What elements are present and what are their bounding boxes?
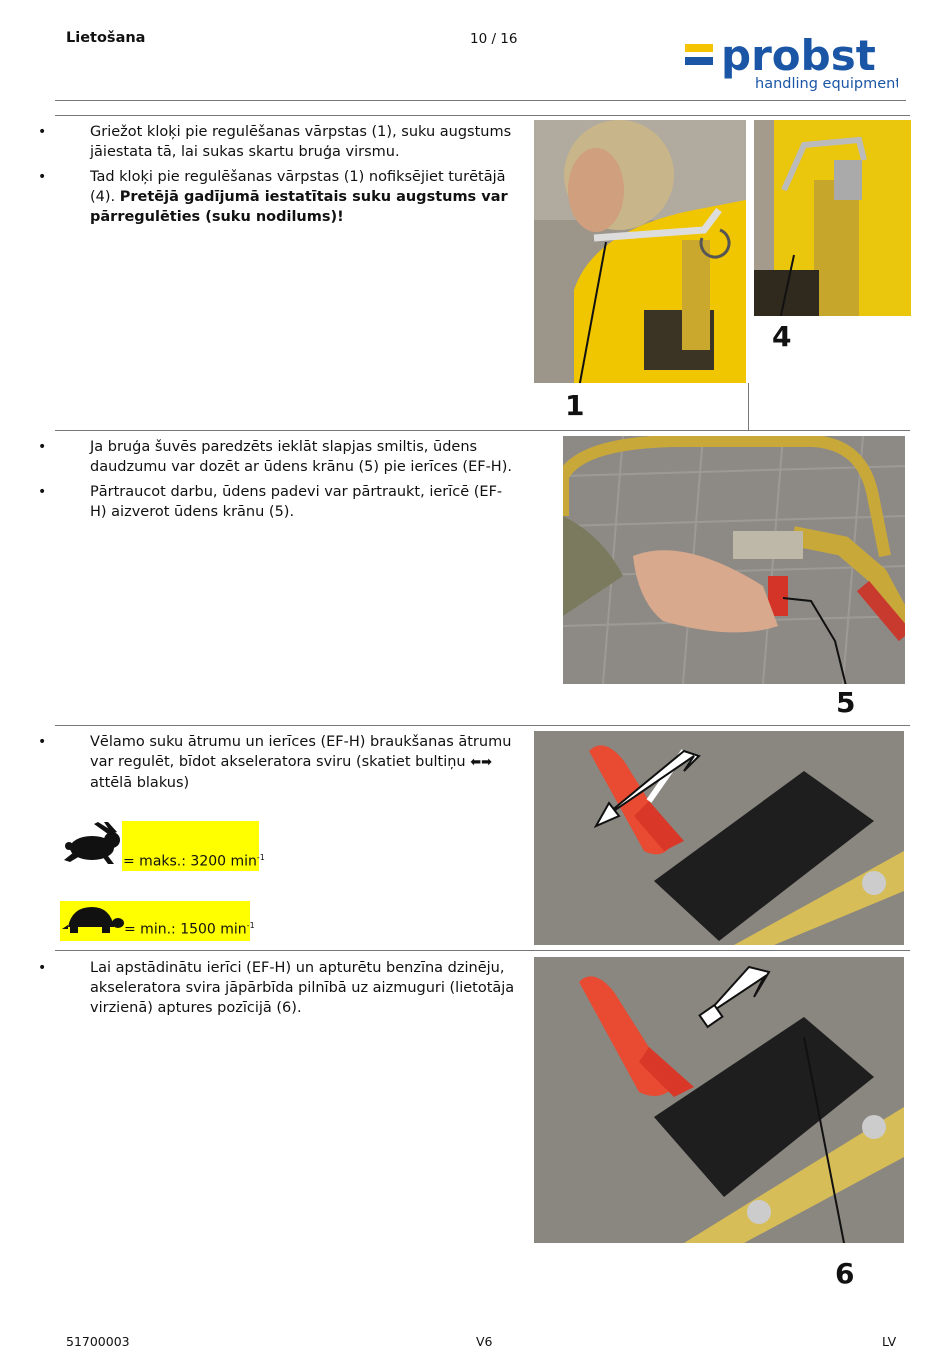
turtle-icon xyxy=(62,903,124,935)
double-arrow-icon: ⬅➡ xyxy=(470,755,493,770)
section2-bullet-2: • Pārtraucot darbu, ūdens padevi var pārtraukt, ierīcē (EF-H) aizverot ūdens krānu (5). xyxy=(66,482,516,522)
probst-logo xyxy=(683,34,898,94)
rabbit-icon xyxy=(62,822,122,866)
section1-top-rule xyxy=(55,115,910,116)
min-speed-text: = min.: 1500 min xyxy=(124,921,247,938)
section2-bottom-rule xyxy=(55,725,910,726)
page-number: 10 / 16 xyxy=(470,31,518,47)
section3-bottom-rule xyxy=(55,950,910,951)
section1-bullet-1: • Griežot kloķi pie regulēšanas vārpstas (1), suku augstums jāiestata tā, lai sukas skartu bruģa virsmu. xyxy=(66,122,516,162)
section3-bullet-text-b: attēlā blakus) xyxy=(90,775,190,791)
holder-photo xyxy=(754,120,911,316)
footer-doc-number: 51700003 xyxy=(66,1334,130,1349)
footer-language: LV xyxy=(882,1334,897,1349)
max-speed-text: = maks.: 3200 min xyxy=(123,853,257,870)
section3-bullets xyxy=(66,732,516,798)
max-speed-unit-exp: -1 xyxy=(256,853,265,862)
max-speed-label xyxy=(123,853,265,870)
throttle-lever-photo xyxy=(534,731,904,945)
page-section-title: Lietošana xyxy=(66,30,146,46)
logo-brand: probst xyxy=(721,34,876,80)
section3-bullet-text-a: Vēlamo suku ātrumu un ierīces (EF-H) braukšanas ātrumu var regulēt, bīdot akseleratora sviru (skatiet bultiņu xyxy=(90,734,512,770)
throttle-stop-photo xyxy=(534,957,904,1243)
water-valve-photo xyxy=(563,436,905,684)
section4-bullets xyxy=(66,958,516,1023)
section1-bullet-2 xyxy=(66,167,516,227)
header-divider xyxy=(55,100,906,101)
section2-bullet-1: • Ja bruģa šuvēs paredzēts ieklāt slapjas smiltis, ūdens daudzumu var dozēt ar ūdens krānu (5) pie ierīces (EF-H). xyxy=(66,437,516,477)
section1-bullet-2-text: Tad kloķi pie regulēšanas vārpstas (1) nofiksējiet turētājā (4). xyxy=(90,169,506,205)
callout-6: 6 xyxy=(835,1257,855,1290)
probst-logo-mark xyxy=(683,34,898,94)
callout-4: 4 xyxy=(772,320,792,353)
section1-bottom-rule xyxy=(55,430,910,431)
footer-version: V6 xyxy=(476,1334,493,1349)
section2-bullets xyxy=(66,437,516,527)
crank-handle-photo xyxy=(534,120,746,383)
min-speed-label xyxy=(124,921,255,938)
min-speed-unit-exp: -1 xyxy=(246,921,255,930)
callout-5: 5 xyxy=(836,686,856,719)
section1-bullets xyxy=(66,122,516,232)
callout-1: 1 xyxy=(565,389,585,422)
section4-bullet: • Lai apstādinātu ierīci (EF-H) un apturētu benzīna dzinēju, akseleratora svira jāpārbīda pilnībā uz aizmuguri (lietotāja virzienā) aptures pozīcijā (6). xyxy=(66,958,516,1018)
section3-bullet xyxy=(66,732,516,793)
section1-photo-divider xyxy=(748,383,749,430)
logo-tagline: handling equipment xyxy=(755,76,898,92)
section1-bold-note: Pretējā gadījumā iestatītais suku augstums var pārregulēties (suku nodilums)! xyxy=(90,189,508,225)
